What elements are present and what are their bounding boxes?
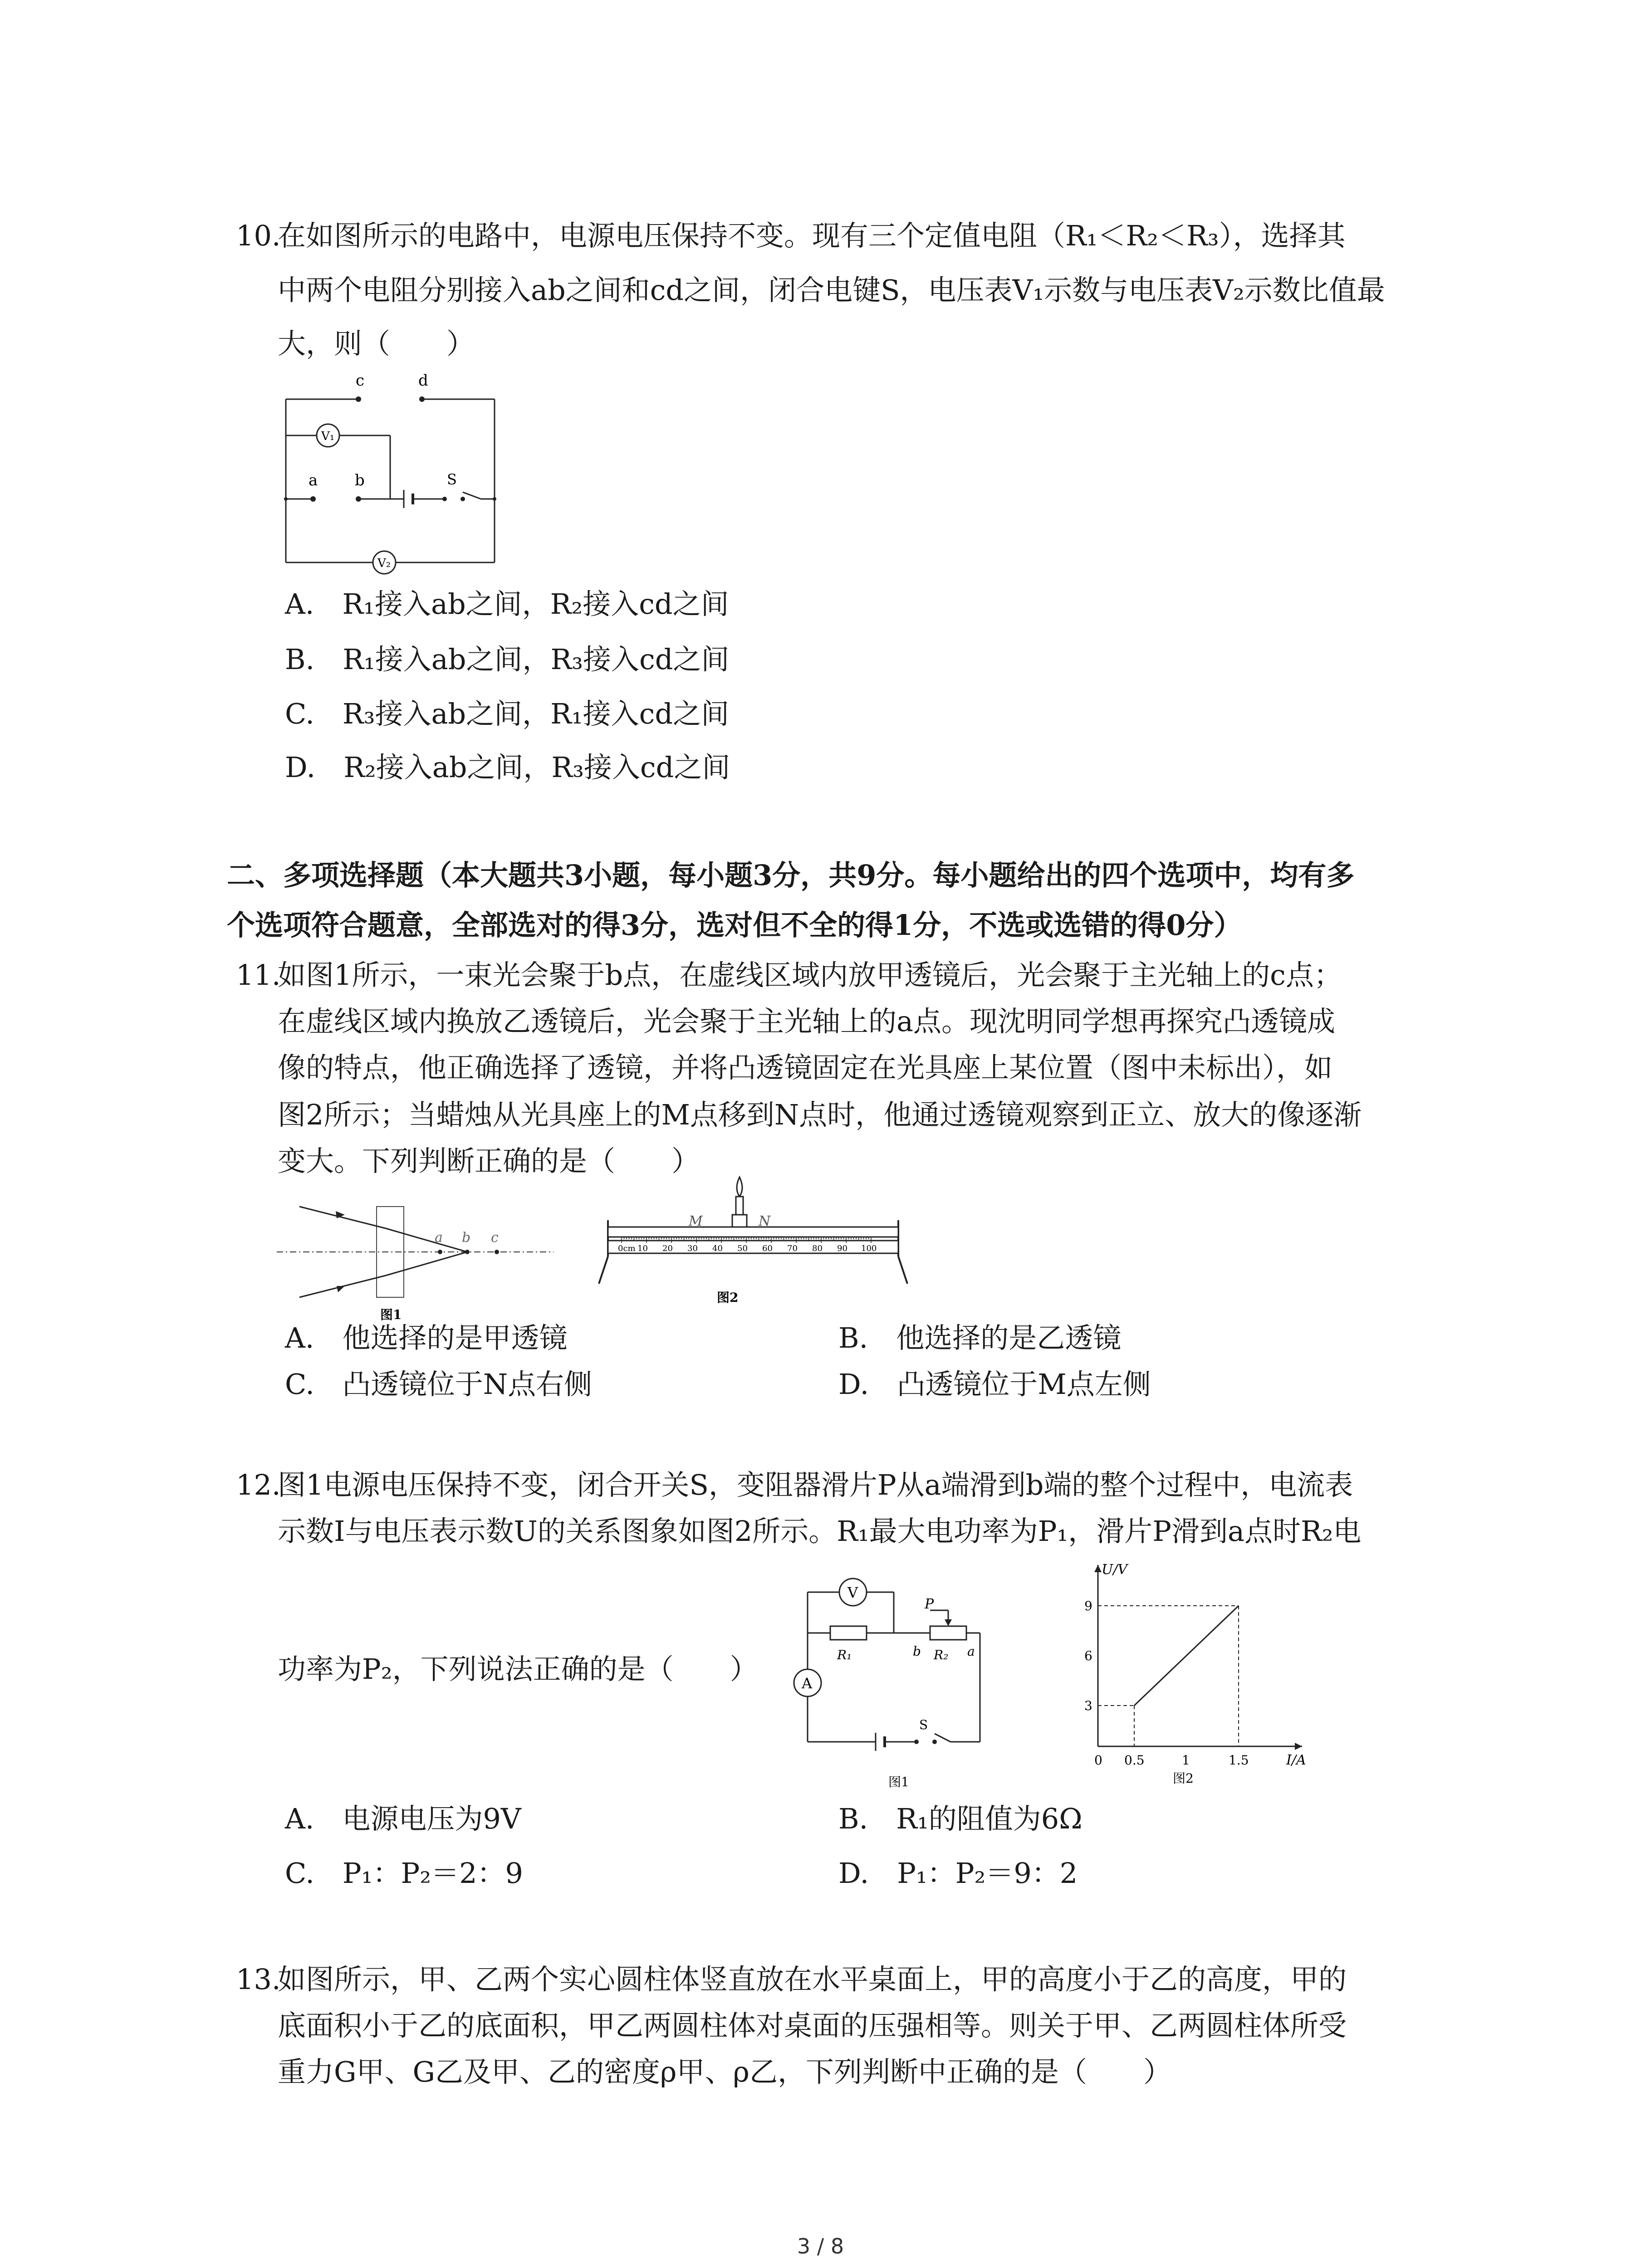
u-i-graph	[1080, 1556, 1316, 1796]
tick-label: 40	[712, 1244, 723, 1253]
option-a: A. 他选择的是甲透镜	[285, 1321, 568, 1354]
question-text-line: 在虚线区域内换放乙透镜后，光会聚于主光轴上的a点。现沈明同学想再探究凸透镜成	[278, 1005, 1335, 1038]
question-text-line: 变大。下列判断正确的是（ ）	[278, 1144, 700, 1178]
section-heading-line: 个选项符合题意，全部选对的得3分，选对但不全的得1分，不选或选错的得0分）	[227, 909, 1242, 942]
option-a: A. 电源电压为9V	[285, 1802, 521, 1835]
section-heading-line: 二、多项选择题（本大题共3小题，每小题3分，共9分。每小题给出的四个选项中，均有多	[227, 859, 1355, 892]
question-text-line: 在如图所示的电路中，电源电压保持不变。现有三个定值电阻（R₁＜R₂＜R₃），选择其	[278, 219, 1346, 252]
option-b: B. R₁接入ab之间，R₃接入cd之间	[285, 643, 730, 676]
option-d: D. 凸透镜位于M点左侧	[838, 1368, 1151, 1401]
tick-label: 50	[737, 1244, 748, 1253]
circuit-diagram-q12	[780, 1565, 1016, 1796]
tick-label: 70	[787, 1244, 798, 1253]
voltmeter-v1-label: V₁	[321, 430, 335, 443]
resistor-r1-label: R₁	[837, 1647, 852, 1662]
point-c-label: c	[491, 1230, 499, 1246]
tick-label: 10	[637, 1244, 648, 1253]
label-a: a	[967, 1644, 975, 1659]
question-text-line: 大，则（ ）	[278, 327, 475, 360]
option-c: C. R₃接入ab之间，R₁接入cd之间	[285, 697, 730, 730]
option-a: A. R₁接入ab之间，R₂接入cd之间	[285, 587, 729, 621]
label-switch: S	[919, 1717, 928, 1732]
label-c: c	[356, 371, 365, 390]
question-text-line: 重力G甲、G乙及甲、乙的密度ρ甲、ρ乙，下列判断中正确的是（ ）	[278, 2055, 1171, 2088]
tick-label: 90	[837, 1244, 847, 1253]
figure-caption: 图2	[1173, 1771, 1194, 1786]
question-text-line: 如图所示，甲、乙两个实心圆柱体竖直放在水平桌面上，甲的高度小于乙的高度，甲的	[278, 1963, 1347, 1996]
question-text-line: 中两个电阻分别接入ab之间和cd之间，闭合电键S，电压表V₁示数与电压表V₂示数比值最	[278, 274, 1385, 307]
lens-ray-diagram	[272, 1193, 563, 1325]
option-d: D. R₂接入ab之间，R₃接入cd之间	[285, 751, 730, 784]
question-text-line: 图1电源电压保持不变，闭合开关S，变阻器滑片P从a端滑到b端的整个过程中，电流表	[278, 1468, 1353, 1501]
question-text-line: 底面积小于乙的底面积，甲乙两圆柱体对桌面的压强相等。则关于甲、乙两圆柱体所受	[278, 2009, 1347, 2042]
option-c: C. P₁：P₂＝2：9	[285, 1857, 523, 1890]
figure-caption: 图1	[380, 1307, 402, 1322]
point-b-label: b	[462, 1230, 471, 1246]
label-a: a	[309, 471, 318, 489]
label-d: d	[418, 371, 428, 390]
tick-label: 30	[687, 1244, 698, 1253]
y-tick: 3	[1084, 1698, 1092, 1713]
x-tick: 1	[1182, 1753, 1190, 1768]
x-tick: 0.5	[1124, 1753, 1145, 1768]
question-text-line: 图2所示；当蜡烛从光具座上的M点移到N点时，他通过透镜观察到正立、放大的像逐渐	[278, 1098, 1362, 1131]
tick-label: 80	[812, 1244, 823, 1253]
circuit-diagram-q10	[272, 363, 508, 576]
question-text-line: 如图1所示，一束光会聚于b点，在虚线区域内放甲透镜后，光会聚于主光轴上的c点；	[278, 958, 1342, 992]
x-axis-label: I/A	[1286, 1752, 1306, 1768]
y-axis-label: U/V	[1102, 1562, 1128, 1578]
point-n-label: N	[759, 1213, 771, 1229]
question-number: 12.	[236, 1468, 281, 1501]
page-indicator: 3 / 8	[797, 2234, 844, 2258]
ammeter-label: A	[802, 1675, 813, 1692]
optical-bench-diagram	[590, 1166, 916, 1325]
question-text-line: 功率为P₂，下列说法正确的是（ ）	[278, 1652, 758, 1686]
question-number: 10.	[236, 219, 281, 252]
option-b: B. 他选择的是乙透镜	[838, 1321, 1122, 1354]
option-b: B. R₁的阻值为6Ω	[838, 1802, 1083, 1835]
x-tick: 1.5	[1229, 1753, 1249, 1768]
point-m-label: M	[689, 1213, 703, 1229]
y-tick: 6	[1084, 1648, 1092, 1663]
label-b: b	[355, 471, 365, 489]
question-text-line: 示数I与电压表示数U的关系图象如图2所示。R₁最大电功率为P₁，滑片P滑到a点时R₂电	[278, 1515, 1362, 1548]
resistor-r2-label: R₂	[934, 1647, 949, 1662]
figure-caption: 图2	[717, 1290, 739, 1305]
slider-p-label: P	[925, 1596, 934, 1612]
x-tick: 0	[1094, 1753, 1102, 1768]
voltmeter-v2-label: V₂	[377, 557, 391, 570]
voltmeter-label: V	[847, 1584, 858, 1601]
tick-label: 100	[861, 1244, 877, 1253]
y-tick: 9	[1084, 1598, 1092, 1613]
label-b: b	[913, 1644, 921, 1659]
tick-label: 0cm	[618, 1244, 636, 1253]
question-text-line: 像的特点，他正确选择了透镜，并将凸透镜固定在光具座上某位置（图中未标出），如	[278, 1051, 1333, 1084]
question-number: 11.	[236, 958, 281, 992]
point-a-label: a	[435, 1230, 443, 1246]
label-switch: S	[447, 471, 457, 488]
tick-label: 20	[662, 1244, 673, 1253]
figure-caption: 图1	[888, 1774, 909, 1789]
option-c: C. 凸透镜位于N点右侧	[285, 1368, 593, 1401]
tick-label: 60	[762, 1244, 773, 1253]
question-number: 13.	[236, 1963, 281, 1996]
option-d: D. P₁：P₂＝9：2	[838, 1857, 1078, 1890]
